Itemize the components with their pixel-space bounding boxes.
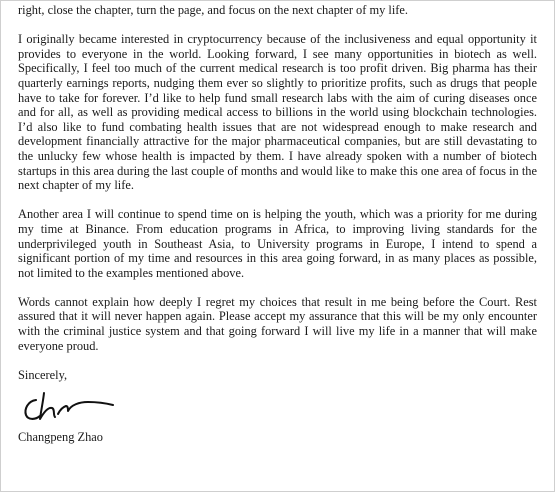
letter-body: [18, 3, 537, 445]
paragraph-youth: Another area I will continue to spend time on is helping the youth, which was a priority for me during my time at Binance. From education programs in Africa, to improving living standards for the underprivileged youth in Southeast Asia, to University programs in Europe, I intend to spend a significant portion of my time and resources in this area going forward, in as many places as possible, not limited to the examples mentioned above.: [18, 207, 537, 280]
handwritten-signature: [22, 390, 117, 424]
opening-line: right, close the chapter, turn the page, and focus on the next chapter of my life.: [18, 3, 409, 17]
signer-name: Changpeng Zhao: [18, 430, 103, 445]
paragraph-regret: Words cannot explain how deeply I regret my choices that result in me being before the Court. Rest assured that it will never happen again. Please accept my assurance that this will be my only encounter with the criminal justice system and that going forward I will live my life in a manner that will make everyone proud.: [18, 294, 537, 353]
closing-salutation: Sincerely,: [18, 367, 68, 382]
paragraph-biotech: I originally became interested in cryptocurrency because of the inclusiveness and equal opportunity it provides to everyone in the world. Looking forward, I see many opportunities in biotech as well. Specifically, I feel too much of the current medical research is too profit driven. Big pharma has their quarterly earnings reports, nudging them ever so slightly to prioritize profits, such as drugs that people have to take for forever. I’d like to help fund small research labs with the aim of curing diseases once and for all, as well as providing medical access to billions in the world using blockchain technologies. I’d also like to fund combating health issues that are not widespread enough to make research and development financially attractive for the major pharmaceutical companies, but are still devastating to the unlucky few whose health is impacted by them. I have already spoken with a number of biotech startups in this area during the last couple of months and would like to make this one area of focus in the next chapter of my life.: [18, 32, 537, 193]
